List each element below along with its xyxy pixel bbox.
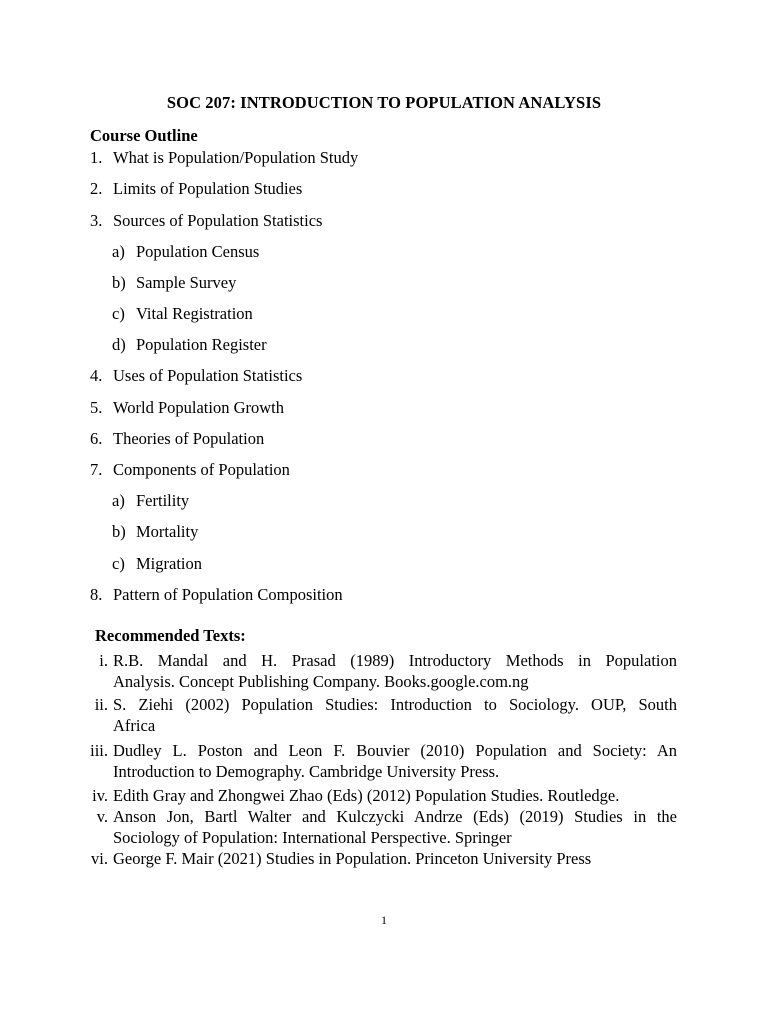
outline-item-text: Population Register (136, 335, 267, 354)
page-number: 1 (381, 913, 387, 927)
outline-item-text: Population Census (136, 242, 260, 261)
outline-item (90, 179, 302, 199)
outline-item-number: 6. (90, 429, 103, 448)
outline-subitem (112, 554, 202, 574)
outline-subitem (112, 242, 259, 262)
reference-number: i. (99, 651, 108, 670)
outline-subitem (112, 273, 236, 293)
reference-number: ii. (94, 695, 108, 714)
reference-number: v. (96, 807, 108, 826)
outline-item-text: Vital Registration (136, 304, 253, 323)
outline-item-number: 5. (90, 398, 103, 417)
recommended-texts-heading: Recommended Texts: (95, 626, 246, 645)
outline-item (90, 366, 302, 386)
outline-subitem (112, 522, 198, 542)
outline-item-number: d) (112, 335, 126, 354)
outline-item (90, 429, 264, 449)
outline-item (90, 460, 290, 480)
reference-line: George F. Mair (2021) Studies in Population. Princeton University Press (113, 849, 592, 868)
reference-line: S. Ziehi (2002) Population Studies: Introduction to Sociology. OUP, South (113, 695, 677, 714)
outline-item-number: b) (112, 522, 126, 541)
reference-number: iv. (92, 786, 108, 805)
reference-entry (80, 650, 677, 692)
reference-entry (80, 848, 677, 869)
outline-item-text: Components of Population (113, 460, 290, 479)
outline-item-number: b) (112, 273, 126, 292)
outline-item-number: c) (112, 554, 125, 573)
outline-item-text: Uses of Population Statistics (113, 366, 303, 385)
reference-entry (80, 806, 677, 848)
outline-item-text: Sample Survey (136, 273, 237, 292)
reference-line: Africa (113, 716, 156, 735)
outline-item-number: a) (112, 242, 125, 261)
outline-item-text: What is Population/Population Study (113, 148, 359, 167)
outline-item (90, 585, 343, 605)
outline-item-text: Sources of Population Statistics (113, 211, 323, 230)
outline-item-number: 2. (90, 179, 103, 198)
reference-entry (80, 694, 677, 736)
reference-entry (80, 740, 677, 782)
reference-number: iii. (90, 741, 108, 760)
reference-line: Analysis. Concept Publishing Company. Books.google.com.ng (113, 672, 529, 691)
outline-item-text: Pattern of Population Composition (113, 585, 343, 604)
reference-line: Anson Jon, Bartl Walter and Kulczycki Andrze (Eds) (2019) Studies in the (113, 807, 677, 826)
outline-subitem (112, 335, 267, 355)
outline-item-text: Limits of Population Studies (113, 179, 303, 198)
reference-line: Introduction to Demography. Cambridge University Press. (113, 762, 500, 781)
reference-line: Edith Gray and Zhongwei Zhao (Eds) (2012) Population Studies. Routledge. (113, 786, 620, 805)
outline-item-number: c) (112, 304, 125, 323)
reference-number: vi. (91, 849, 108, 868)
outline-item-number: 3. (90, 211, 103, 230)
outline-item-text: Migration (136, 554, 202, 573)
outline-item-number: 1. (90, 148, 103, 167)
reference-line: Dudley L. Poston and Leon F. Bouvier (2010) Population and Society: An (113, 741, 677, 760)
reference-line: R.B. Mandal and H. Prasad (1989) Introductory Methods in Population (113, 651, 677, 670)
outline-item (90, 398, 284, 418)
outline-item-text: Fertility (136, 491, 190, 510)
reference-entry (80, 785, 677, 806)
document-title: SOC 207: INTRODUCTION TO POPULATION ANALYSIS (166, 93, 602, 112)
reference-line: Sociology of Population: International Perspective. Springer (113, 828, 512, 847)
outline-subitem (112, 491, 189, 511)
outline-item-text: Theories of Population (113, 429, 265, 448)
outline-subitem (112, 304, 253, 324)
outline-item (90, 148, 358, 168)
course-outline-heading: Course Outline (90, 126, 198, 145)
outline-item-number: 8. (90, 585, 103, 604)
outline-item-number: 7. (90, 460, 103, 479)
outline-item-number: a) (112, 491, 125, 510)
outline-item-number: 4. (90, 366, 103, 385)
outline-item (90, 211, 322, 231)
outline-item-text: World Population Growth (113, 398, 284, 417)
outline-item-text: Mortality (136, 522, 199, 541)
